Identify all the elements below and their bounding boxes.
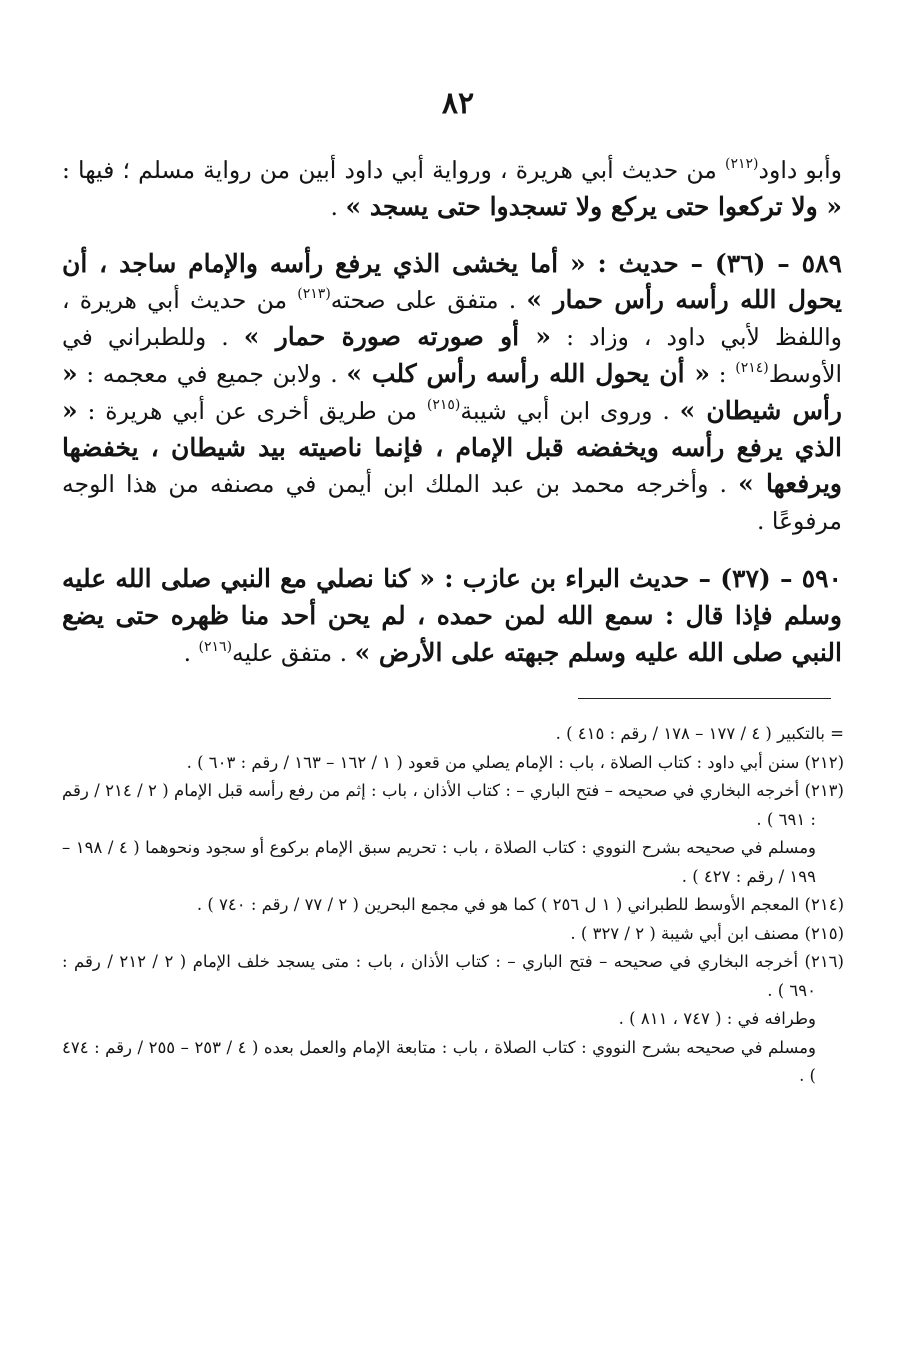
- text-run: .: [330, 192, 346, 221]
- text-run: :: [710, 359, 736, 388]
- paragraph-hadith-590: [62, 561, 842, 671]
- hadith-quote: « رأس شيطان »: [62, 358, 842, 425]
- text-run: . ولابن جميع في معجمه :: [77, 359, 347, 388]
- footnote-ref-214[interactable]: (٢١٤): [735, 359, 769, 376]
- footnote-continued: = بالتكبير ( ٤ / ١٧٧ – ١٧٨ / رقم : ٤١٥ ) .: [555, 724, 844, 743]
- text-run: من حديث أبي هريرة ، واللفظ لأبي داود ، وزاد :: [62, 286, 842, 352]
- main-text: [62, 152, 842, 671]
- text-run: . متفق على صحته: [330, 286, 527, 315]
- hadith-quote: « أما يخشى الذي يرفع رأسه والإمام ساجد ، أن يحول الله رأسه رأس حمار »: [62, 248, 842, 315]
- footnote-ref-216[interactable]: (٢١٦): [198, 638, 233, 655]
- footnote-216-atraf: وطرافه في : ( ٧٤٧ ، ٨١١ ) .: [618, 1009, 816, 1028]
- hadith-quote: « ولا تركعوا حتى يركع ولا تسجدوا حتى يسجد »: [345, 191, 842, 221]
- text-run: من طريق أخرى عن أبي هريرة :: [77, 396, 427, 425]
- footnote-216-muslim: ومسلم في صحيحه بشرح النووي : كتاب الصلاة ، باب : متابعة الإمام والعمل بعده ( ٤ / ٢٥٣ – ٢٥٥ / رقم : ٤٧٤ ) .: [62, 1037, 816, 1085]
- hadith-quote: « أن يحول الله رأسه رأس كلب »: [346, 358, 711, 388]
- footnote-214: (٢١٤) المعجم الأوسط للطبراني ( ١ ل ٢٥٦ ) كما هو في مجمع البحرين ( ٢ / ٧٧ / رقم : ٧٤٠ ) .: [196, 895, 844, 914]
- page-number: ٨٢: [441, 86, 475, 121]
- text-run: . وللطبراني في الأوسط: [62, 323, 843, 388]
- text-run: .: [183, 638, 199, 667]
- text-run: من حديث أبي هريرة ، ورواية أبي داود أبين من رواية مسلم ؛ فيها :: [62, 156, 725, 184]
- hadith-number-590: ٥٩٠ – (٣٧) – حديث البراء بن عازب :: [435, 563, 842, 593]
- hadith-quote: « الذي يرفع رأسه ويخفضه قبل الإمام ، فإنما ناصيته بيد شيطان ، يخفضها ويرفعها »: [62, 395, 842, 499]
- footnotes: [62, 720, 844, 1091]
- footnote-ref-213[interactable]: (٢١٣): [297, 286, 331, 303]
- text-run: . وأخرجه محمد بن عبد الملك ابن أيمن في مصنفه من هذا الوجه مرفوعًا .: [62, 470, 842, 536]
- footnote-ref-212[interactable]: (٢١٢): [725, 156, 759, 172]
- footnote-215: (٢١٥) مصنف ابن أبي شيبة ( ٢ / ٣٢٧ ) .: [570, 923, 844, 943]
- text-run: وأبو داود: [758, 156, 842, 184]
- paragraph-hadith-589: [62, 246, 842, 540]
- footnote-213-muslim: ومسلم في صحيحه بشرح النووي : كتاب الصلاة ، باب : تحريم سبق الإمام بركوع أو سجود ونحوهما ( ٤ / ١٩٨ – ١٩٩ / رقم : ٤٢٧ ) .: [62, 838, 816, 886]
- hadith-quote: « أو صورته صورة حمار »: [243, 322, 552, 352]
- footnote-213: (٢١٣) أخرجه البخاري في صحيحه – فتح الباري – : كتاب الأذان ، باب : إثم من رفع رأسه قبل الإمام ( ٢ / ٢١٤ / رقم : ٦٩١ ) .: [62, 781, 844, 829]
- footnote-216: (٢١٦) أخرجه البخاري في صحيحه – فتح الباري – : كتاب الأذان ، باب : متى يسجد خلف الإمام ( ٢ / ٢١٢ / رقم : ٦٩٠ ) .: [62, 952, 844, 1000]
- footnote-ref-215[interactable]: (٢١٥): [426, 396, 461, 413]
- text-run: . متفق عليه: [232, 638, 355, 667]
- paragraph-abu-dawud: [62, 152, 842, 226]
- text-run: . وروى ابن أبي شيبة: [460, 396, 680, 425]
- footnote-separator: [578, 698, 831, 699]
- footnote-212: (٢١٢) سنن أبي داود : كتاب الصلاة ، باب : الإمام يصلي من قعود ( ١ / ١٦٢ – ١٦٣ / رقم : ٦٠٣ ) .: [186, 752, 844, 772]
- hadith-number-589: ٥٨٩ – (٣٦) – حديث :: [585, 248, 842, 278]
- hadith-quote: « كنا نصلي مع النبي صلى الله عليه وسلم فإذا قال : سمع الله لمن حمده ، لم يحن أحد منا ظهره حتى يضع النبي صلى الله عليه وسلم جبهته على الأرض »: [62, 563, 843, 667]
